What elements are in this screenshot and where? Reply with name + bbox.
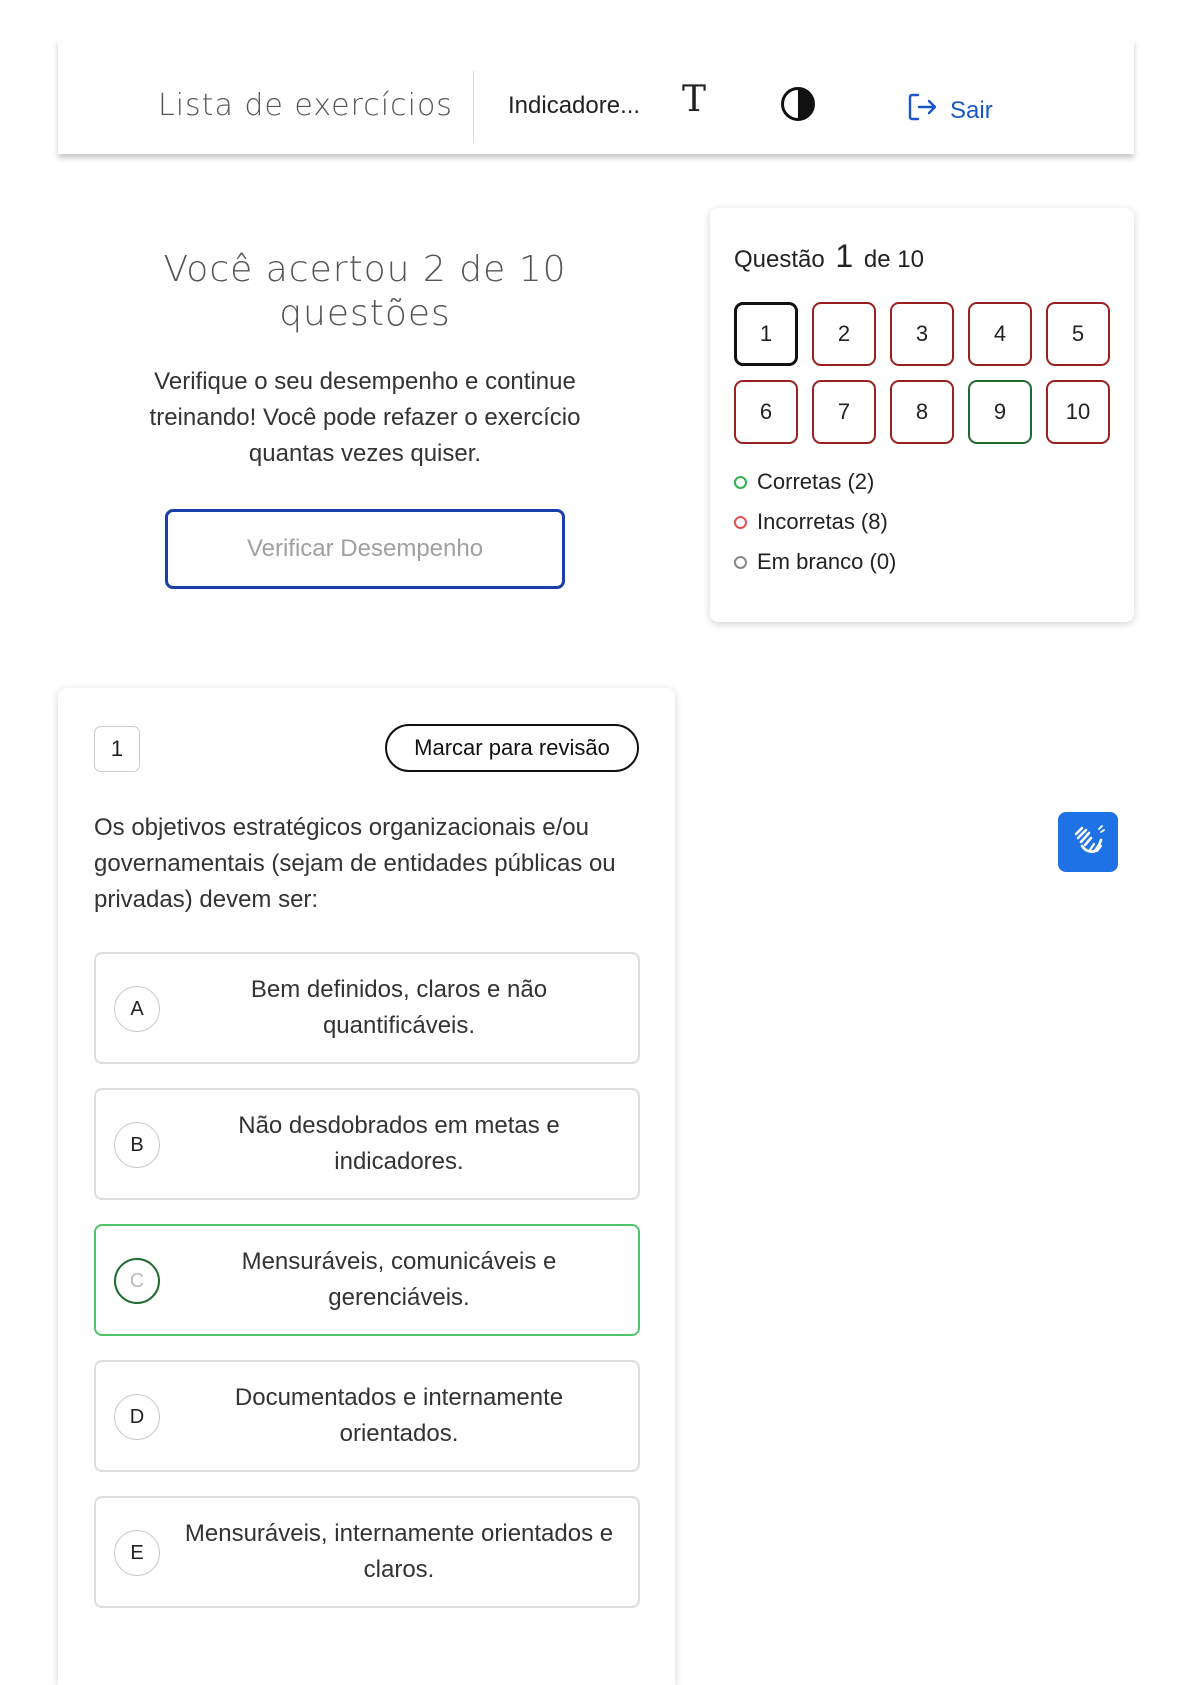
option-text: Bem definidos, claros e não quantificáveis. [250,976,548,1039]
counter-suffix: de 10 [863,246,924,273]
question-button-1[interactable]: 1 [734,302,798,366]
option-text: Mensuráveis, internamente orientados e claros. [184,1520,614,1583]
option-letter: E [114,1530,160,1576]
legend-label: Corretas (2) [757,469,875,494]
text-size-icon[interactable]: T [682,79,707,120]
sign-language-icon [1068,820,1108,865]
option-letter: D [114,1394,160,1440]
legend-item [734,462,896,502]
question-button-7[interactable]: 7 [812,380,876,444]
option-b[interactable] [94,1088,640,1200]
legend-item [734,502,896,542]
result-description: Verifique o seu desempenho e continue treinando! Você pode refazer o exercício quantas vezes quiser. [149,368,581,467]
counter-prefix: Questão [734,246,825,273]
legend-label: Em branco (0) [757,549,897,574]
status-legend [734,462,896,582]
mark-for-review-button[interactable]: Marcar para revisão [385,724,639,772]
question-text: Os objetivos estratégicos organizacionais e/ou governamentais (sejam de entidades públicas ou privadas) devem ser: [94,814,616,913]
question-button-9[interactable]: 9 [968,380,1032,444]
option-e[interactable] [94,1496,640,1608]
question-navigator [710,208,1134,622]
header-divider [473,71,474,143]
page-title: Lista de exercícios [158,88,453,123]
option-letter: A [114,986,160,1032]
question-button-10[interactable]: 10 [1046,380,1110,444]
exit-button[interactable] [906,90,993,131]
verify-performance-button[interactable]: Verificar Desempenho [165,509,565,589]
exit-label: Sair [950,96,993,124]
question-card [58,688,675,1685]
option-letter: B [114,1122,160,1168]
question-button-5[interactable]: 5 [1046,302,1110,366]
question-grid [734,302,1110,444]
option-letter: C [114,1258,160,1304]
question-button-4[interactable]: 4 [968,302,1032,366]
top-header [58,38,1134,154]
option-d[interactable] [94,1360,640,1472]
result-title: Você acertou 2 de 10 questões [163,249,567,334]
legend-label: Incorretas (8) [757,509,888,534]
question-counter [734,238,924,275]
option-a[interactable] [94,952,640,1064]
legend-dot-icon [734,476,747,489]
option-text: Não desdobrados em metas e indicadores. [238,1112,560,1175]
question-button-8[interactable]: 8 [890,380,954,444]
legend-dot-icon [734,516,747,529]
logout-icon [906,90,940,131]
question-button-6[interactable]: 6 [734,380,798,444]
option-text: Documentados e internamente orientados. [234,1384,564,1447]
legend-item [734,542,896,582]
option-c[interactable] [94,1224,640,1336]
sign-language-button[interactable] [1058,812,1118,872]
legend-dot-icon [734,556,747,569]
counter-current: 1 [835,238,854,274]
question-button-3[interactable]: 3 [890,302,954,366]
option-text: Mensuráveis, comunicáveis e gerenciáveis. [241,1248,557,1311]
answer-options [94,952,640,1632]
question-button-2[interactable]: 2 [812,302,876,366]
course-name[interactable]: Indicadore... [508,92,641,119]
question-number: 1 [94,726,140,772]
